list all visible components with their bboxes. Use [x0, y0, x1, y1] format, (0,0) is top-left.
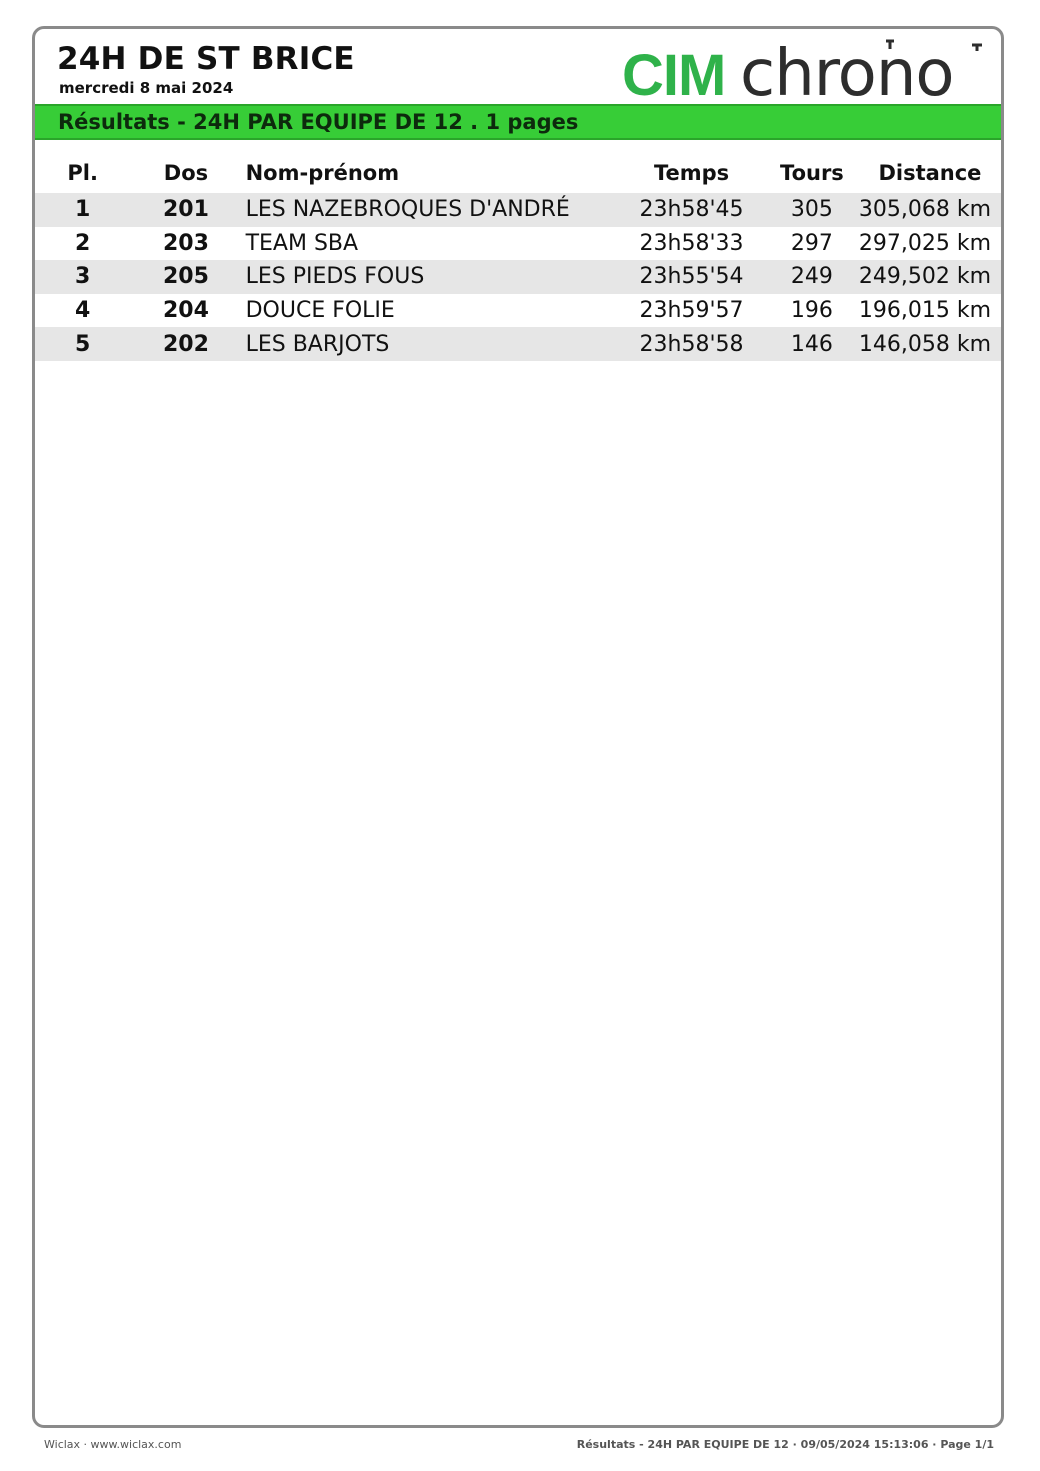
col-header-distance: Distance: [878, 161, 982, 185]
logo-chrono-text: chrono: [740, 37, 954, 103]
cell-bib: 204: [162, 298, 209, 324]
cell-time: 23h58'58: [618, 327, 765, 361]
cell-name: DOUCE FOLIE: [245, 298, 395, 324]
cell-bib: 201: [130, 193, 241, 227]
results-banner: [35, 104, 1001, 140]
cell-distance: 249,502 km: [859, 260, 1001, 294]
event-date: mercredi 8 mai 2024: [59, 79, 234, 97]
cell-laps: 305: [765, 193, 859, 227]
table-row: [35, 327, 1001, 361]
cell-laps: 146: [765, 327, 859, 361]
cell-time: 23h58'45: [618, 193, 765, 227]
footer-credit: Wiclax · www.wiclax.com: [44, 1438, 182, 1451]
cell-time: 23h58'33: [639, 230, 744, 256]
cell-distance: 196,015 km: [858, 298, 991, 324]
cell-place: 4: [75, 298, 91, 324]
col-header-bib: Dos: [163, 161, 209, 185]
cell-name: LES NAZEBROQUES D'ANDRÉ: [242, 193, 619, 227]
col-header-place: Pl.: [67, 161, 98, 185]
cell-name: LES BARJOTS: [242, 327, 619, 361]
col-header-name: Nom-prénom: [245, 161, 400, 185]
col-header-time: Temps: [653, 161, 730, 185]
footer-page-info: Résultats - 24H PAR EQUIPE DE 12 · 09/05/2024 15:13:06 · Page 1/1: [576, 1438, 994, 1451]
cell-time: 23h55'54: [618, 260, 765, 294]
cell-place: 3: [35, 260, 130, 294]
table-row: [35, 294, 1001, 328]
cell-distance: 305,068 km: [859, 193, 1001, 227]
cell-laps: 249: [765, 260, 859, 294]
cell-distance: 146,058 km: [859, 327, 1001, 361]
cell-bib: 205: [130, 260, 241, 294]
cell-place: 1: [35, 193, 130, 227]
table-header-row: [35, 153, 1001, 193]
cell-place: 2: [75, 230, 91, 256]
cell-bib: 202: [130, 327, 241, 361]
results-sheet: [32, 26, 1004, 1428]
cimchrono-logo: [620, 35, 1000, 103]
logo-cim-text: CIM: [622, 43, 726, 103]
table-row: [35, 193, 1001, 227]
cell-distance: 297,025 km: [858, 230, 991, 256]
cell-name: TEAM SBA: [245, 230, 359, 256]
table-row: [35, 260, 1001, 294]
cell-place: 5: [35, 327, 130, 361]
cell-name: LES PIEDS FOUS: [242, 260, 619, 294]
results-table: [35, 153, 1001, 361]
cell-laps: 297: [790, 230, 833, 256]
cell-time: 23h59'57: [639, 298, 744, 324]
event-title: 24H DE ST BRICE: [57, 41, 355, 77]
col-header-laps: Tours: [780, 161, 844, 185]
cell-laps: 196: [790, 298, 833, 324]
cell-bib: 203: [162, 230, 209, 256]
results-banner-text: Résultats - 24H PAR EQUIPE DE 12 . 1 pages: [58, 110, 579, 134]
table-row: [35, 227, 1001, 261]
